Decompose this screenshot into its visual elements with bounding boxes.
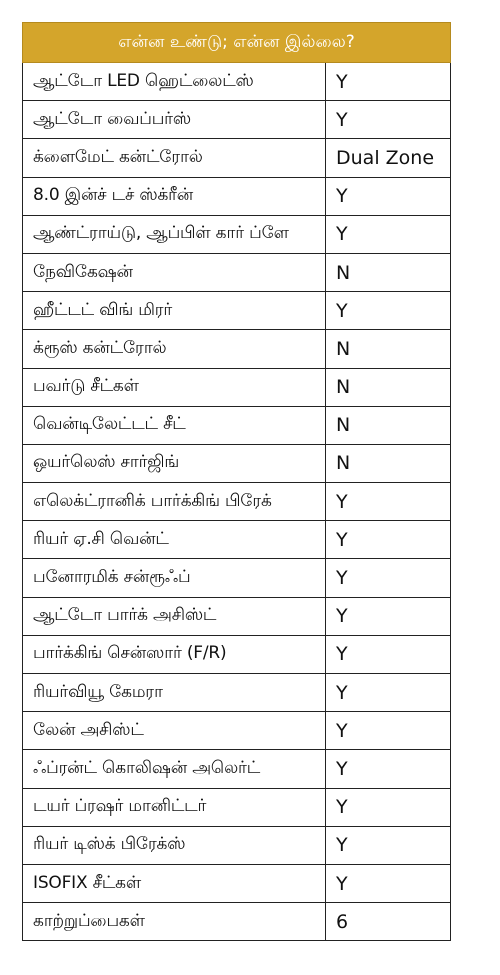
table-row	[23, 788, 451, 826]
feature-cell: க்ரூஸ் கன்ட்ரோல்	[23, 330, 326, 368]
table-row	[23, 406, 451, 444]
value-cell: Y	[326, 864, 451, 902]
table-row	[23, 903, 451, 941]
table-row	[23, 101, 451, 139]
table-row	[23, 444, 451, 482]
feature-cell: ரியர் ஏ.சி வென்ட்	[23, 521, 326, 559]
value-cell: N	[326, 406, 451, 444]
table-row	[23, 215, 451, 253]
feature-cell: ஆட்டோ பார்க் அசிஸ்ட்	[23, 597, 326, 635]
feature-cell: எலெக்ட்ரானிக் பார்க்கிங் பிரேக்	[23, 483, 326, 521]
table-body	[23, 63, 451, 941]
value-cell: Y	[326, 521, 451, 559]
feature-cell: பார்க்கிங் சென்ஸார் (F/R)	[23, 635, 326, 673]
feature-cell: பனோரமிக் சன்ரூஃப்	[23, 559, 326, 597]
feature-cell: நேவிகேஷன்	[23, 253, 326, 291]
table-row	[23, 139, 451, 177]
table-header: என்ன உண்டு; என்ன இல்லை?	[23, 23, 451, 63]
table-row	[23, 674, 451, 712]
value-cell: Y	[326, 712, 451, 750]
feature-cell: ஒயர்லெஸ் சார்ஜிங்	[23, 444, 326, 482]
feature-cell: ரியர்வியூ கேமரா	[23, 674, 326, 712]
value-cell: N	[326, 253, 451, 291]
table-row	[23, 559, 451, 597]
table-row	[23, 368, 451, 406]
value-cell: 6	[326, 903, 451, 941]
value-cell: Y	[326, 483, 451, 521]
value-cell: Y	[326, 674, 451, 712]
table-row	[23, 483, 451, 521]
value-cell: Y	[326, 635, 451, 673]
table-row	[23, 712, 451, 750]
feature-cell: ரியர் டிஸ்க் பிரேக்ஸ்	[23, 826, 326, 864]
value-cell: Y	[326, 826, 451, 864]
value-cell: Y	[326, 559, 451, 597]
feature-cell: காற்றுப்பைகள்	[23, 903, 326, 941]
table-row	[23, 63, 451, 101]
table-row	[23, 597, 451, 635]
value-cell: Y	[326, 177, 451, 215]
feature-cell: வென்டிலேட்டட் சீட்	[23, 406, 326, 444]
table-row	[23, 521, 451, 559]
feature-cell: ஃப்ரன்ட் கொலிஷன் அலெர்ட்	[23, 750, 326, 788]
value-cell: Y	[326, 215, 451, 253]
feature-cell: ஆட்டோ LED ஹெட்லைட்ஸ்	[23, 63, 326, 101]
feature-cell: ஆட்டோ வைப்பர்ஸ்	[23, 101, 326, 139]
feature-cell: ISOFIX சீட்கள்	[23, 864, 326, 902]
value-cell: N	[326, 368, 451, 406]
feature-cell: டயர் ப்ரஷர் மானிட்டர்	[23, 788, 326, 826]
value-cell: N	[326, 444, 451, 482]
table-row	[23, 253, 451, 291]
value-cell: Y	[326, 63, 451, 101]
value-cell: Y	[326, 788, 451, 826]
table-row	[23, 292, 451, 330]
table-row	[23, 750, 451, 788]
table-row	[23, 826, 451, 864]
value-cell: N	[326, 330, 451, 368]
value-cell: Y	[326, 101, 451, 139]
table-row	[23, 330, 451, 368]
table-header-row	[23, 23, 451, 63]
value-cell: Y	[326, 292, 451, 330]
value-cell: Y	[326, 750, 451, 788]
table-row	[23, 635, 451, 673]
feature-cell: லேன் அசிஸ்ட்	[23, 712, 326, 750]
feature-cell: 8.0 இன்ச் டச் ஸ்க்ரீன்	[23, 177, 326, 215]
value-cell: Y	[326, 597, 451, 635]
feature-cell: க்ளைமேட் கன்ட்ரோல்	[23, 139, 326, 177]
table-row	[23, 177, 451, 215]
table-row	[23, 864, 451, 902]
feature-cell: பவர்டு சீட்கள்	[23, 368, 326, 406]
value-cell: Dual Zone	[326, 139, 451, 177]
feature-cell: ஆண்ட்ராய்டு, ஆப்பிள் கார் ப்ளே	[23, 215, 326, 253]
features-table	[22, 22, 451, 941]
feature-cell: ஹீட்டட் விங் மிரர்	[23, 292, 326, 330]
